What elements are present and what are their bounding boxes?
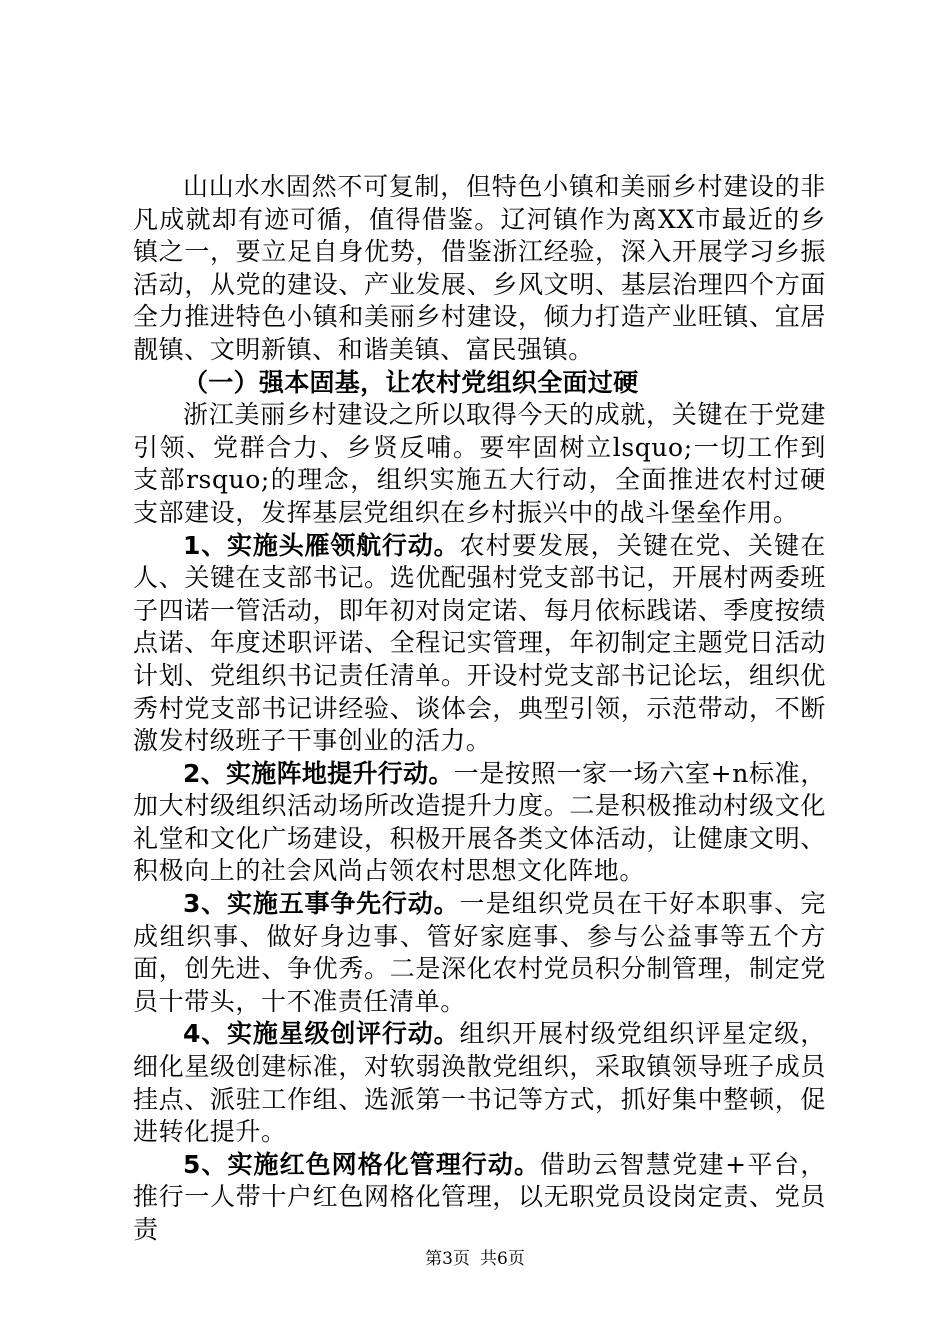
- paragraph-section-intro: [133, 399, 826, 529]
- paragraph-text: 一是组织党员在干好本职事、完成组织事、做好身边事、管好家庭事、参与公益事等五个方面，创先进、争优秀。二是深化农村党员积分制管理，制定党员十带头，十不准责任清单。: [133, 889, 826, 1016]
- paragraph-item-3: [133, 888, 826, 1018]
- paragraph-text: 一是按照一家一场六室+n标准，加大村级组织活动场所改造提升力度。二是积极推动村级文化礼堂和文化广场建设，积极开展各类文体活动，让健康文明、积极向上的社会风尚占领农村思想文化阵地。: [133, 758, 826, 886]
- paragraph-item-4: [133, 1018, 826, 1148]
- item-lead-3: 3、实施五事争先行动。: [183, 889, 460, 919]
- paragraph-item-2: [133, 758, 826, 888]
- page-footer: [0, 1244, 950, 1269]
- paragraph-intro: [133, 171, 826, 367]
- page-number: 第3页: [425, 1249, 470, 1269]
- section-heading: [133, 367, 826, 400]
- paragraph-item-1: [133, 530, 826, 758]
- section-heading-text: （一）强本固基，让农村党组织全面过硬: [183, 367, 639, 397]
- paragraph-text: 农村要发展，关键在党、关键在人、关键在支部书记。选优配强村党支部书记，开展村两委班子四诺一管活动，即年初对岗定诺、每月依标践诺、季度按绩点诺、年度述职评诺、全程记实管理，年初制定主题党日活动计划、党组织书记责任清单。开设村党支部书记论坛，组织优秀村党支部书记讲经验、谈体会，典型引领，示范带动，不断激发村级班子干事创业的活力。: [133, 530, 826, 756]
- item-lead-1: 1、实施头雁领航行动。: [183, 530, 460, 560]
- paragraph-item-5: [133, 1149, 826, 1247]
- item-lead-2: 2、实施阵地提升行动。: [183, 758, 454, 788]
- paragraph-text: 组织开展村级党组织评星定级，细化星级创建标准，对软弱涣散党组织，采取镇领导班子成员挂点、派驻工作组、选派第一书记等方式，抓好集中整顿，促进转化提升。: [133, 1019, 826, 1147]
- paragraph-text: 浙江美丽乡村建设之所以取得今天的成就，关键在于党建引领、党群合力、乡贤反哺。要牢固树立lsquo;一切工作到支部rsquo;的理念，组织实施五大行动，全面推进农村过硬支部建设，发挥基层党组织在乡村振兴中的战斗堡垒作用。: [133, 400, 826, 527]
- item-lead-4: 4、实施星级创评行动。: [183, 1019, 460, 1049]
- page-total: 共6页: [480, 1249, 525, 1269]
- item-lead-5: 5、实施红色网格化管理行动。: [183, 1149, 540, 1179]
- paragraph-text: 借助云智慧党建+平台，推行一人带十户红色网格化管理，以无职党员设岗定责、党员责: [133, 1149, 826, 1244]
- paragraph-text: 山山水水固然不可复制，但特色小镇和美丽乡村建设的非凡成就却有迹可循，值得借鉴。辽河镇作为离XX市最近的乡镇之一，要立足自身优势，借鉴浙江经验，深入开展学习乡振活动，从党的建设、产业发展、乡风文明、基层治理四个方面全力推进特色小镇和美丽乡村建设，倾力打造产业旺镇、宜居靓镇、文明新镇、和谐美镇、富民强镇。: [133, 172, 826, 364]
- document-body: [133, 171, 826, 1247]
